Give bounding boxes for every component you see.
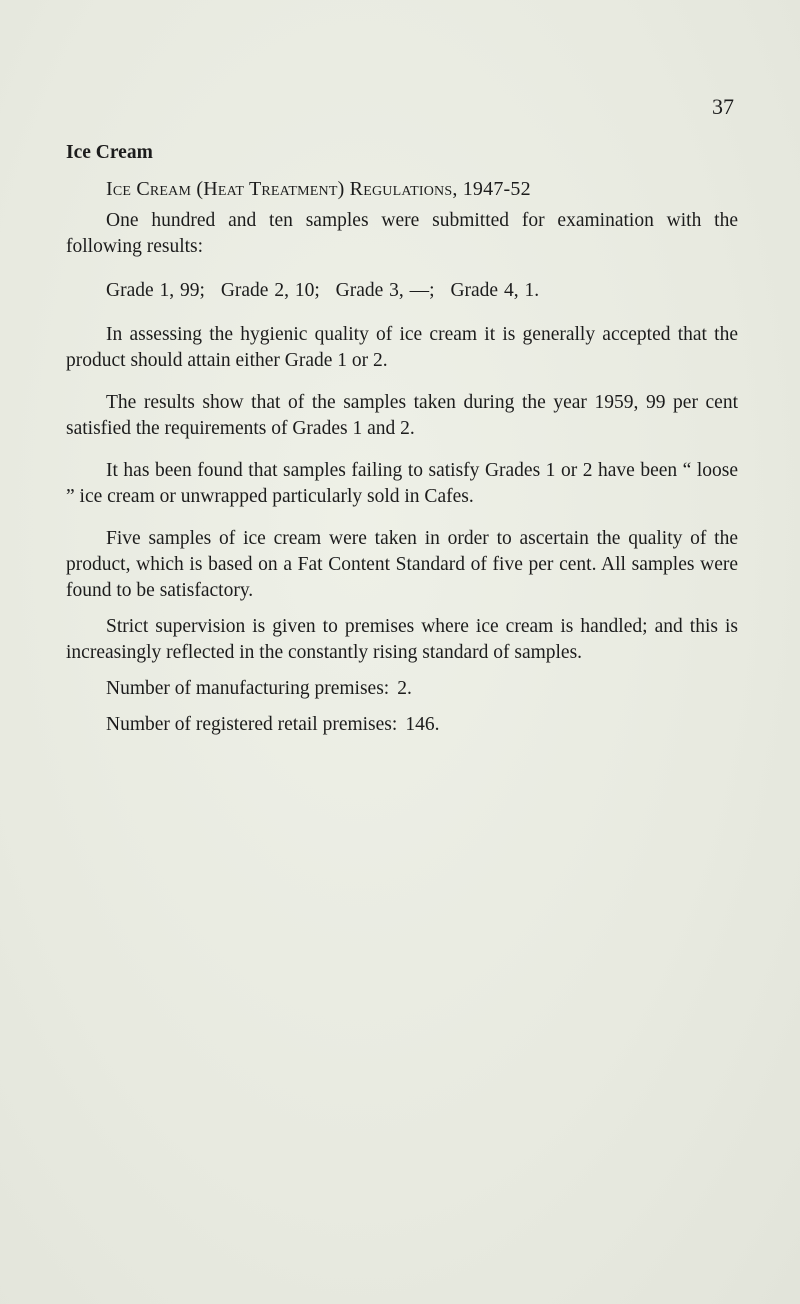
grade-3-result: Grade 3, —; [335,280,435,301]
spacer [66,510,738,526]
paragraph-results: The results show that of the samples taken during the year 1959, 99 per cent satisfied the requirements of Grades 1 and 2. [66,392,738,439]
paragraph-failing: It has been found that samples failing to satisfy Grades 1 or 2 have been “ loose ” ice cream or unwrapped particularly sold in Cafes. [66,460,738,507]
retail-premises-line [66,712,738,738]
manufacturing-premises-line [66,676,738,702]
spacer [66,604,738,614]
retail-premises-label: Number of registered retail premises: [106,714,398,735]
spacer [66,666,738,676]
spacer [66,374,738,390]
manufacturing-premises-label: Number of manufacturing premises: [106,678,390,699]
paragraph-supervision: Strict supervision is given to premises where ice cream is handled; and this is increasingly reflected in the constantly rising standard of samples. [66,616,738,663]
manufacturing-premises-value: 2. [397,678,412,699]
grades-results [66,278,738,304]
paragraph-intro: One hundred and ten samples were submitted for examination with the following results: [66,210,738,257]
spacer [66,304,738,322]
spacer [66,260,738,278]
spacer [66,702,738,712]
document-body [66,140,738,738]
section-title: Ice Cream [66,142,153,163]
spacer [66,442,738,458]
regulation-heading: Ice Cream (Heat Treatment) Regulations, 1947-52 [106,178,531,200]
paragraph-assessing: In assessing the hygienic quality of ice cream it is generally accepted that the product should attain either Grade 1 or 2. [66,324,738,371]
paragraph-fat-content: Five samples of ice cream were taken in order to ascertain the quality of the product, which is based on a Fat Content Standard of five per cent. All samples were found to be satisfactory. [66,528,738,601]
grade-1-result: Grade 1, 99; [106,280,205,301]
page-number: 37 [712,94,734,119]
grade-2-result: Grade 2, 10; [220,280,320,301]
grade-4-result: Grade 4, 1. [450,280,540,301]
retail-premises-value: 146. [405,714,440,735]
